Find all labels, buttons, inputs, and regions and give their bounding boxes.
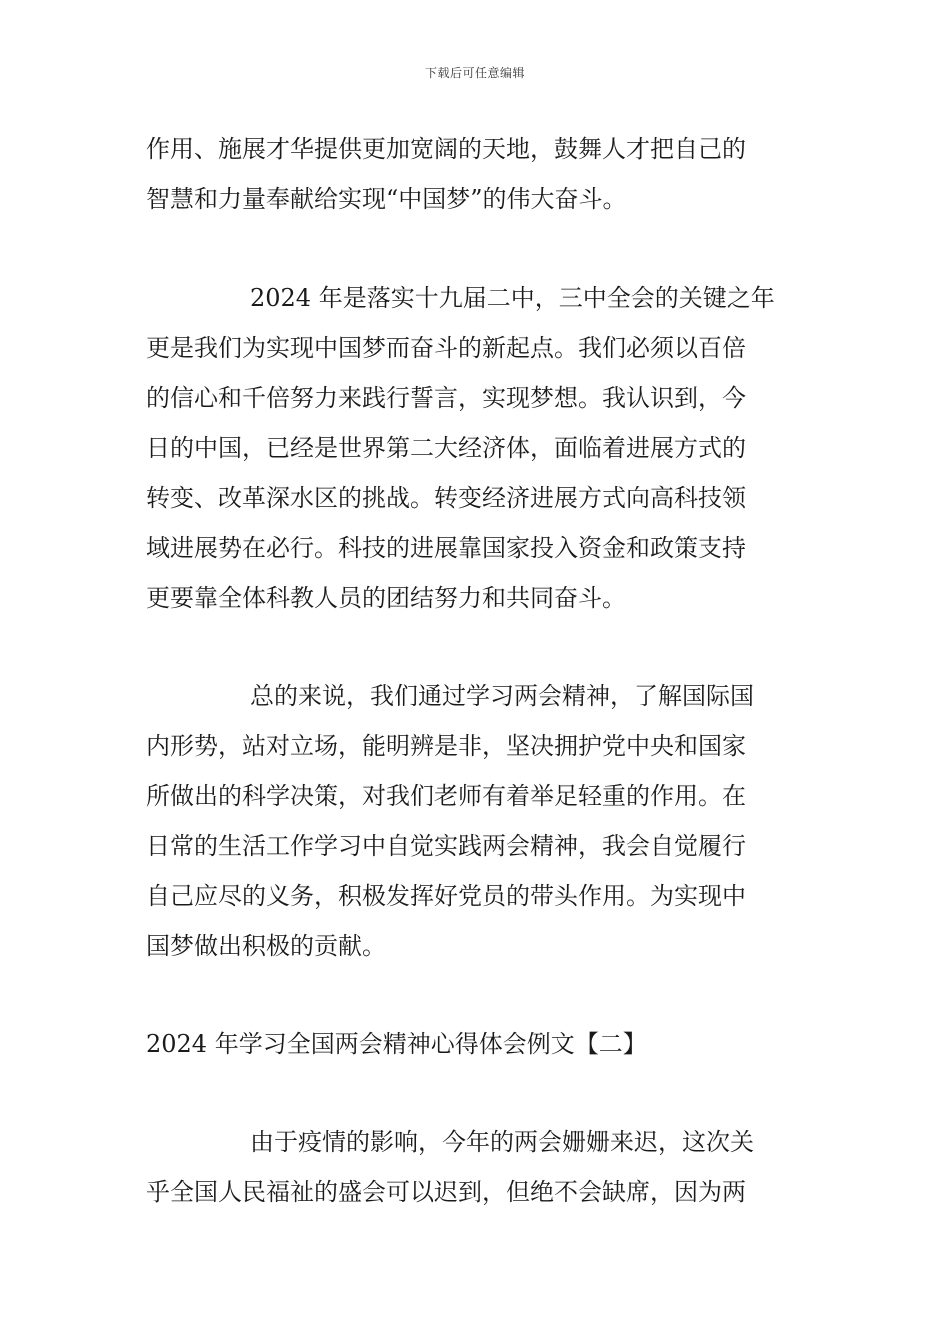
paragraph-line: 更是我们为实现中国梦而奋斗的新起点。我们必须以百倍 bbox=[146, 334, 746, 362]
paragraph-line: 由于疫情的影响，今年的两会姗姗来迟，这次关 bbox=[250, 1128, 754, 1156]
paragraph-line: 日的中国，已经是世界第二大经济体，面临着进展方式的 bbox=[146, 434, 746, 462]
paragraph-line: 所做出的科学决策，对我们老师有着举足轻重的作用。在 bbox=[146, 782, 746, 810]
paragraph-line: 国梦做出积极的贡献。 bbox=[146, 932, 386, 960]
page-header: 下载后可任意编辑 bbox=[424, 66, 525, 80]
paragraph-line: 作用、施展才华提供更加宽阔的天地，鼓舞人才把自己的 bbox=[146, 135, 746, 163]
paragraph-line: 转变、改革深水区的挑战。转变经济进展方式向高科技领 bbox=[146, 484, 746, 512]
paragraph-line: 2024 年是落实十九届二中，三中全会的关键之年 bbox=[250, 284, 775, 312]
paragraph-line: 内形势，站对立场，能明辨是非，坚决拥护党中央和国家 bbox=[146, 732, 746, 760]
paragraph-line: 域进展势在必行。科技的进展靠国家投入资金和政策支持 bbox=[146, 534, 746, 562]
paragraph-line: 日常的生活工作学习中自觉实践两会精神，我会自觉履行 bbox=[146, 832, 746, 860]
paragraph-line: 乎全国人民福祉的盛会可以迟到，但绝不会缺席，因为两 bbox=[146, 1178, 746, 1206]
paragraph-line: 自己应尽的义务，积极发挥好党员的带头作用。为实现中 bbox=[146, 882, 746, 910]
heading-line: 2024 年学习全国两会精神心得体会例文【二】 bbox=[146, 1030, 647, 1058]
paragraph-line: 的信心和千倍努力来践行誓言，实现梦想。我认识到，今 bbox=[146, 384, 746, 412]
paragraph-line: 总的来说，我们通过学习两会精神，了解国际国 bbox=[250, 682, 754, 710]
paragraph-line: 智慧和力量奉献给实现“中国梦”的伟大奋斗。 bbox=[146, 185, 627, 213]
paragraph-line: 更要靠全体科教人员的团结努力和共同奋斗。 bbox=[146, 584, 626, 612]
